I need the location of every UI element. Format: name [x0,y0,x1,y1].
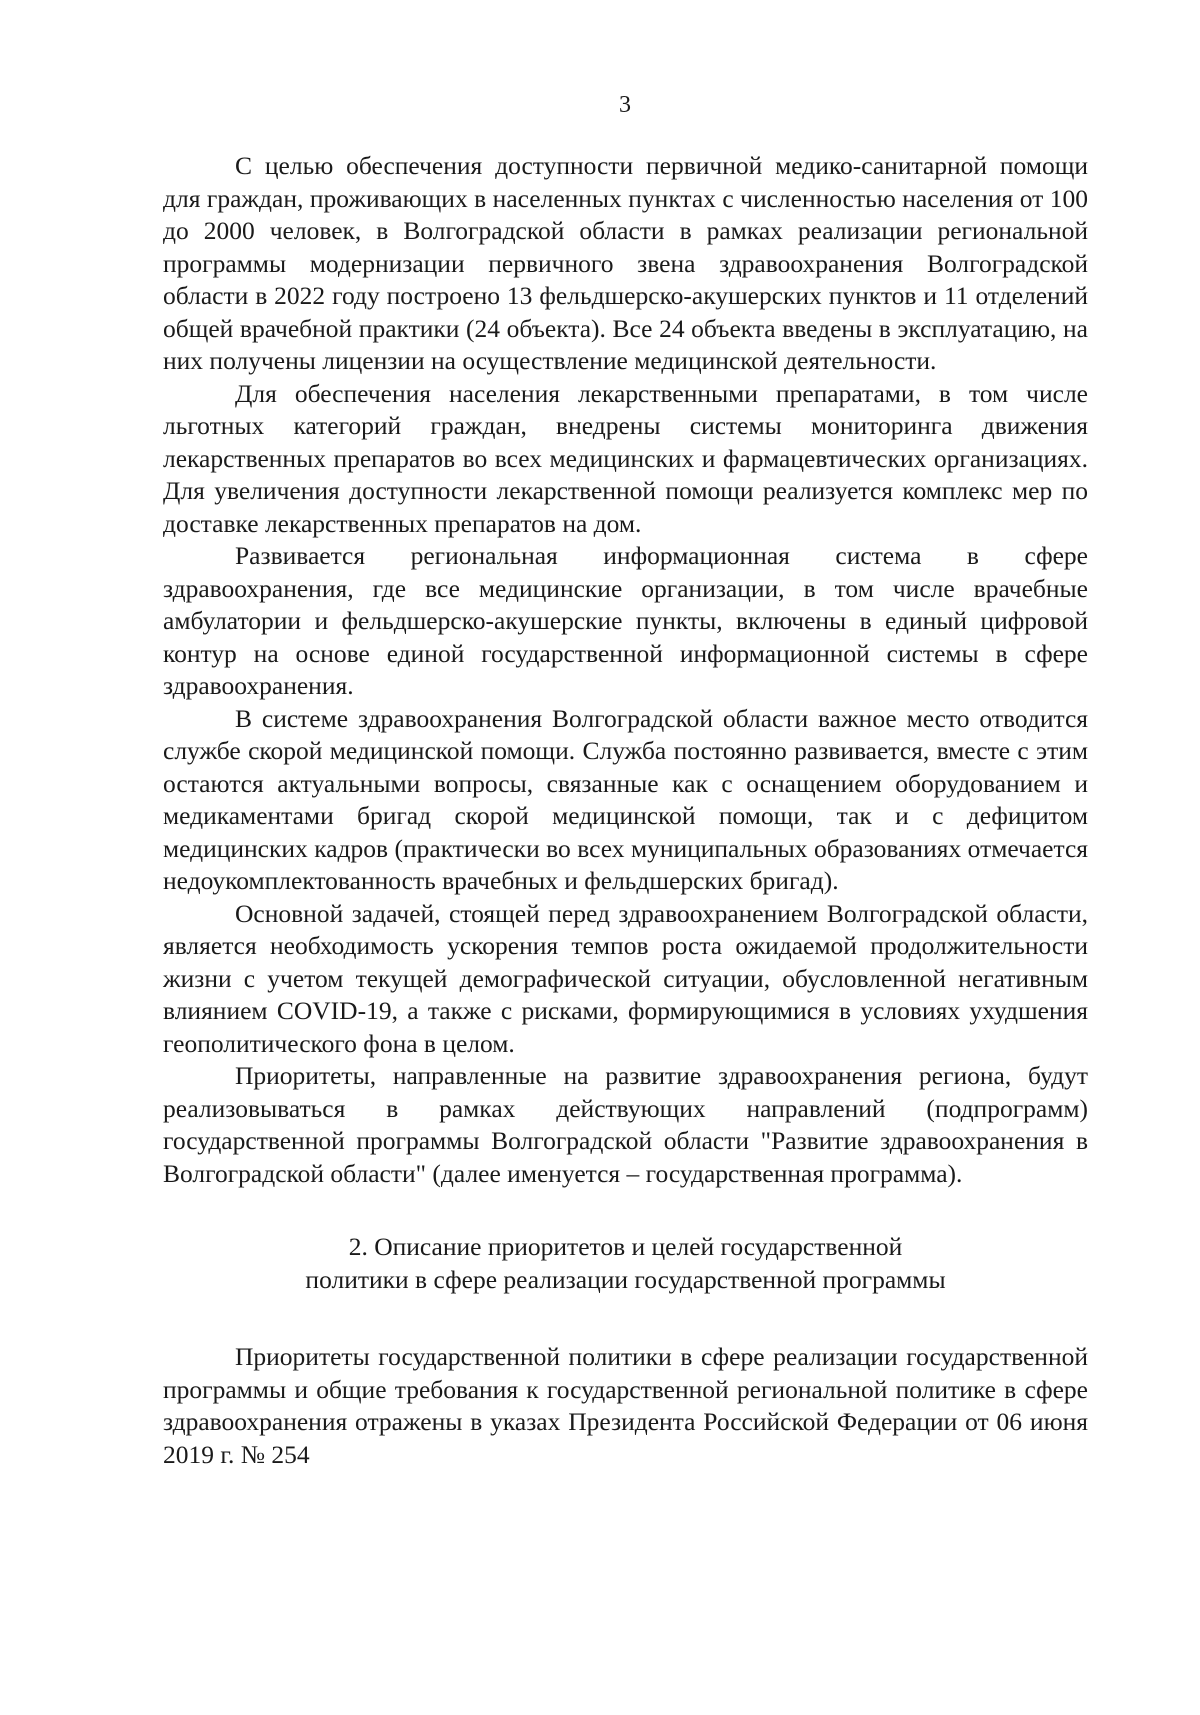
paragraph-emergency-care: В системе здравоохранения Волгоградской области важное место отводится службе скорой медицинской помощи. Служба постоянно развивается, вместе с этим остаются актуальными вопросы, связанные как с оснащением оборудованием и медикаментами бригад скорой медицинской помощи, так и с дефицитом медицинских кадров (практически во всех муниципальных образованиях отмечается недоукомплектованность врачебных и фельдшерских бригад). [163,703,1088,895]
paragraph-phc-accessibility: С целью обеспечения доступности первичной медико-санитарной помощи для граждан, проживающих в населенных пунктах с численностью населения от 100 до 2000 человек, в Волгоградской области в рамках реализации региональной программы модернизации первичного звена здравоохранения Волгоградской области в 2022 году построено 13 фельдшерско-акушерских пунктов и 11 отделений общей врачебной практики (24 объекта). Все 24 объекта введены в эксплуатацию, на них получены лицензии на осуществление медицинской деятельности. [163,151,1088,375]
document-body [163,150,1088,1471]
paragraph-priorities: Приоритеты, направленные на развитие здравоохранения региона, будут реализовываться в рамках действующих направлений (подпрограмм) государственной программы Волгоградской области "Развитие здравоохранения в Волгоградской области" (далее именуется – государственная программа). [163,1061,1088,1188]
paragraph-main-task: Основной задачей, стоящей перед здравоохранением Волгоградской области, является необходимость ускорения темпов роста ожидаемой продолжительности жизни с учетом текущей демографической ситуации, обусловленной негативным влиянием COVID-19, а также с рисками, формирующимися в условиях ухудшения геополитического фона в целом. [163,898,1088,1058]
paragraph-information-system: Развивается региональная информационная система в сфере здравоохранения, где все медицинские организации, в том числе врачебные амбулатории и фельдшерско-акушерские пункты, включены в единый цифровой контур на основе единой государственной информационной системы в сфере здравоохранения. [163,541,1088,700]
section-heading-line-2: политики в сфере реализации государственной программы [305,1264,946,1294]
page-number: 3 [619,92,631,118]
paragraph-drug-supply: Для обеспечения населения лекарственными препаратами, в том числе льготных категорий граждан, внедрены системы мониторинга движения лекарственных препаратов во всех медицинских и фармацевтических организациях. Для увеличения доступности лекарственной помощи реализуется комплекс мер по доставке лекарственных препаратов на дом. [163,378,1088,538]
section-heading [163,1231,1088,1296]
paragraph-state-policy: Приоритеты государственной политики в сфере реализации государственной программы и общие требования к государственной региональной политике в сфере здравоохранения отражены в указах Президента Российской Федерации от 06 июня 2019 г. № 254 [163,1342,1088,1469]
section-heading-line-1: 2. Описание приоритетов и целей государственной [348,1232,903,1261]
